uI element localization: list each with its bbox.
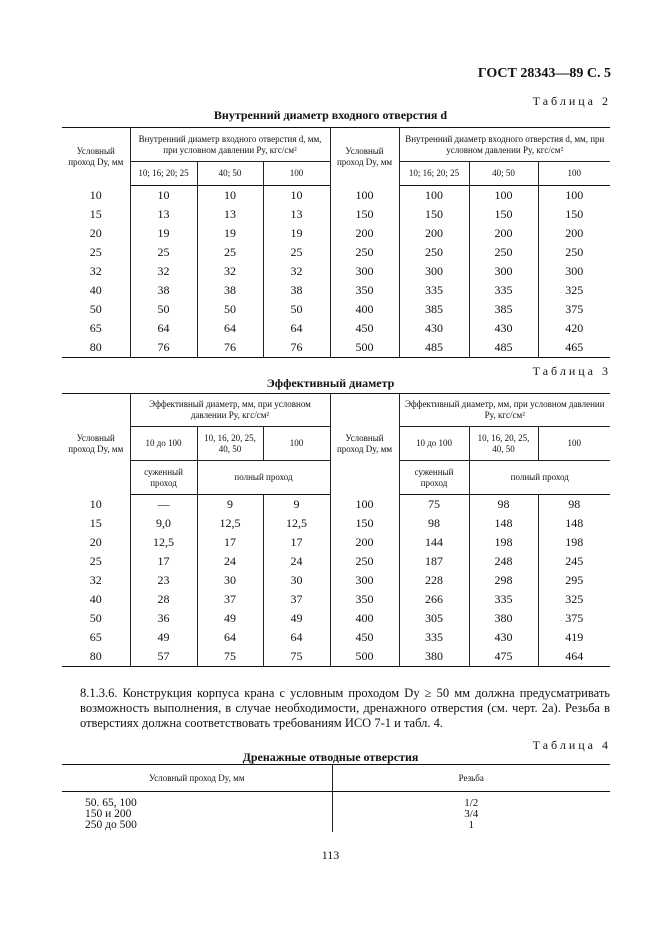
table3-cell: 380 <box>399 647 469 667</box>
table2-cell: 100 <box>469 186 538 206</box>
table2-pressure: 40; 50 <box>197 162 263 186</box>
table3-cell: 150 <box>330 514 399 533</box>
table2-cell: 200 <box>469 224 538 243</box>
table2-cell: 420 <box>538 319 610 338</box>
table4 <box>62 764 610 832</box>
document-header: ГОСТ 28343—89 С. 5 <box>477 66 611 81</box>
table2-col-dn-left: Условный проход Dy, мм <box>62 128 130 186</box>
table3-cell: 400 <box>330 609 399 628</box>
table3-cell: 25 <box>89 554 102 568</box>
table2-cell: 385 <box>469 300 538 319</box>
table2-cell: 250 <box>538 243 610 262</box>
table3-row <box>62 533 610 552</box>
table2-row <box>62 281 610 300</box>
table3-row <box>62 495 610 515</box>
table3-cell: 335 <box>469 590 538 609</box>
table2-cell: 25 <box>89 245 102 259</box>
table2-row <box>62 300 610 319</box>
table2-cell: 375 <box>538 300 610 319</box>
table2-cell: 13 <box>197 205 263 224</box>
table2-cell: 300 <box>469 262 538 281</box>
table4-size: 250 до 500 <box>85 819 137 831</box>
table2-cell: 32 <box>197 262 263 281</box>
table2-row <box>62 243 610 262</box>
table2-pressure: 40; 50 <box>469 162 538 186</box>
table2-cell: 19 <box>263 224 330 243</box>
table3-caption: Таблица 3 <box>532 364 611 378</box>
table3-cell: 375 <box>538 609 610 628</box>
table3-cell: 248 <box>469 552 538 571</box>
table2-cell: 10 <box>130 186 197 206</box>
table3-cell: 24 <box>263 552 330 571</box>
table3-cell: 419 <box>538 628 610 647</box>
table3-cell: 75 <box>263 647 330 667</box>
table3-cell: 10 <box>89 496 102 511</box>
table4-sizes-cell <box>62 792 332 833</box>
table3-cell: 37 <box>263 590 330 609</box>
table3-cell: 49 <box>197 609 263 628</box>
table2-cell: 200 <box>399 224 469 243</box>
table3-cell: 50 <box>89 611 102 625</box>
table2-cell: 20 <box>89 226 102 240</box>
table2-cell: 50 <box>197 300 263 319</box>
table2-cell: 300 <box>538 262 610 281</box>
table3-cell: 80 <box>62 647 130 667</box>
table3-pressure: 10, 16, 20, 25, 40, 50 <box>197 427 263 461</box>
table3-cell: 40 <box>89 592 102 606</box>
table3-cell: 98 <box>399 514 469 533</box>
table3-group-header-right: Эффективный диаметр, мм, при условном давлении Py, кгс/см² <box>399 394 610 427</box>
table3-cell: 144 <box>399 533 469 552</box>
table3-row <box>62 571 610 590</box>
table3-cell: 148 <box>538 514 610 533</box>
table3-row <box>62 609 610 628</box>
table2-cell: 65 <box>89 321 102 335</box>
table2-cell: 485 <box>469 338 538 358</box>
table3-pressure: 10 до 100 <box>130 427 197 461</box>
table3-cell: 15 <box>89 516 102 530</box>
table2-title: Внутренний диаметр входного отверстия d <box>213 108 448 122</box>
table2-cell: 430 <box>399 319 469 338</box>
table2-cell: 64 <box>197 319 263 338</box>
table2-cell: 100 <box>538 186 610 206</box>
table3-cell: 75 <box>197 647 263 667</box>
table2-cell: 325 <box>538 281 610 300</box>
table2-cell: 300 <box>330 262 399 281</box>
table2-cell: 465 <box>538 338 610 358</box>
table2-cell: 100 <box>330 186 399 206</box>
table3-cell: 30 <box>263 571 330 590</box>
table2-cell: 150 <box>330 205 399 224</box>
table3-cell: 98 <box>538 495 610 515</box>
table3-cell: 12,5 <box>130 533 197 552</box>
table2-cell: 76 <box>130 338 197 358</box>
table2-cell: 10 <box>263 186 330 206</box>
table2-pressure: 10; 16; 20; 25 <box>130 162 197 186</box>
table2-cell: 15 <box>89 207 102 221</box>
table3-cell: 57 <box>130 647 197 667</box>
table3-cell: 325 <box>538 590 610 609</box>
table2-cell: 250 <box>469 243 538 262</box>
table2-cell: 25 <box>263 243 330 262</box>
table3-col-dn-right: Условный проход Dy, мм <box>330 394 399 495</box>
table2-cell: 335 <box>399 281 469 300</box>
table3-cell: 148 <box>469 514 538 533</box>
table3-pressure: 10, 16, 20, 25, 40, 50 <box>469 427 538 461</box>
table3-cell: 198 <box>538 533 610 552</box>
table4-col-dn: Условный проход Dy, мм <box>62 765 332 792</box>
table2-cell: 10 <box>197 186 263 206</box>
table2-cell: 64 <box>263 319 330 338</box>
table3-cell: 100 <box>330 495 399 515</box>
table3-cell: 380 <box>469 609 538 628</box>
table2-col-dn-right: Условный проход Dy, мм <box>330 128 399 186</box>
table2-cell: 350 <box>330 281 399 300</box>
table2-cell: 38 <box>130 281 197 300</box>
table3-cell: 430 <box>469 628 538 647</box>
paragraph-8-1-3-6: 8.1.3.6. Конструкция корпуса крана с условным проходом Dy ≥ 50 мм должна предусматривать возможность выполнения, в случае необходимости, дренажного отверстия (см. черт. 2а). Резьба в отверстиях должна соответствовать требованиям ИСО 7-1 и табл. 4. <box>80 686 610 730</box>
table2-pressure: 10; 16; 20; 25 <box>399 162 469 186</box>
table3-row <box>62 590 610 609</box>
table3-group-header-left: Эффективный диаметр, мм, при условном давлении Py, кгс/см² <box>130 394 330 427</box>
table3-cell: 187 <box>399 552 469 571</box>
table3-cell: 24 <box>197 552 263 571</box>
table2-cell: 50 <box>89 302 102 316</box>
table3-cell: 305 <box>399 609 469 628</box>
page-number: 113 <box>321 848 340 862</box>
table2-cell: 250 <box>399 243 469 262</box>
table2-cell: 19 <box>130 224 197 243</box>
table4-threads-cell <box>332 792 610 833</box>
table3-cell: 98 <box>469 495 538 515</box>
table2-cell: 400 <box>330 300 399 319</box>
table2-cell: 25 <box>197 243 263 262</box>
table2-cell: 430 <box>469 319 538 338</box>
table2-row <box>62 338 610 358</box>
table3-cell: 17 <box>130 552 197 571</box>
table3-cell: 30 <box>197 571 263 590</box>
table2-cell: 485 <box>399 338 469 358</box>
table3-col-dn-left: Условный проход Dy, мм <box>62 394 130 495</box>
table2-cell: 25 <box>130 243 197 262</box>
table3-cell: 49 <box>130 628 197 647</box>
table3-cell: 17 <box>263 533 330 552</box>
table2 <box>62 127 610 358</box>
table3-cell: 266 <box>399 590 469 609</box>
table2-row <box>62 224 610 243</box>
table2-cell: 450 <box>330 319 399 338</box>
table2-cell: 76 <box>197 338 263 358</box>
table2-cell: 100 <box>399 186 469 206</box>
table3-full-passage: полный проход <box>197 461 330 495</box>
table3-row <box>62 514 610 533</box>
table4-title: Дренажные отводные отверстия <box>242 750 419 764</box>
table4-thread: 1 <box>468 819 474 831</box>
table2-row <box>62 319 610 338</box>
table3-row <box>62 552 610 571</box>
table3-pressure: 10 до 100 <box>399 427 469 461</box>
table2-cell: 300 <box>399 262 469 281</box>
table3-cell: 300 <box>330 571 399 590</box>
table2-group-header-right: Внутренний диаметр входного отверстия d, мм, при условном давлении Py, кгс/см² <box>399 128 610 162</box>
table4-col-thread: Резьба <box>332 765 610 792</box>
table2-cell: 40 <box>89 283 102 297</box>
table2-cell: 200 <box>330 224 399 243</box>
table3-narrow-passage: суженный проход <box>130 461 197 495</box>
table2-cell: 385 <box>399 300 469 319</box>
table3-cell: 198 <box>469 533 538 552</box>
table3-narrow-passage: суженный проход <box>399 461 469 495</box>
table2-row <box>62 262 610 281</box>
table2-cell: 64 <box>130 319 197 338</box>
table3-cell: 500 <box>330 647 399 667</box>
table2-cell: 10 <box>89 187 102 202</box>
table3-cell: 475 <box>469 647 538 667</box>
table3-pressure: 100 <box>263 427 330 461</box>
table3-cell: 464 <box>538 647 610 667</box>
table4-thread: 3/4 <box>464 808 479 820</box>
table3-cell: 245 <box>538 552 610 571</box>
table2-cell: 250 <box>330 243 399 262</box>
table2-cell: 76 <box>263 338 330 358</box>
table2-cell: 500 <box>330 338 399 358</box>
table3-cell: 12,5 <box>263 514 330 533</box>
table2-caption: Таблица 2 <box>532 94 611 108</box>
table4-caption: Таблица 4 <box>532 738 611 752</box>
table2-cell: 200 <box>538 224 610 243</box>
table3-row <box>62 647 610 667</box>
table3-row <box>62 628 610 647</box>
table3-cell: 64 <box>197 628 263 647</box>
table2-cell: 80 <box>62 338 130 358</box>
table2-cell: 13 <box>263 205 330 224</box>
table2-cell: 32 <box>130 262 197 281</box>
table3-cell: 17 <box>197 533 263 552</box>
table2-group-header-left: Внутренний диаметр входного отверстия d, мм, при условном давлении Py, кгс/см² <box>130 128 330 162</box>
table2-cell: 32 <box>89 264 102 278</box>
table2-cell: 19 <box>197 224 263 243</box>
table3-cell: 200 <box>330 533 399 552</box>
table3 <box>62 393 610 667</box>
table3-cell: 9,0 <box>130 514 197 533</box>
table3-title: Эффективный диаметр <box>266 376 395 390</box>
table3-cell: 12,5 <box>197 514 263 533</box>
table3-cell: 28 <box>130 590 197 609</box>
table2-row <box>62 205 610 224</box>
table3-cell: 450 <box>330 628 399 647</box>
table3-cell: 64 <box>263 628 330 647</box>
table3-cell: — <box>130 495 197 515</box>
table4-size: 150 и 200 <box>85 808 132 820</box>
table2-cell: 150 <box>538 205 610 224</box>
table3-cell: 37 <box>197 590 263 609</box>
table3-cell: 350 <box>330 590 399 609</box>
table3-cell: 75 <box>399 495 469 515</box>
table2-cell: 50 <box>130 300 197 319</box>
table2-cell: 13 <box>130 205 197 224</box>
table2-cell: 150 <box>399 205 469 224</box>
table3-cell: 20 <box>89 535 102 549</box>
table2-cell: 335 <box>469 281 538 300</box>
table3-pressure: 100 <box>538 427 610 461</box>
table2-cell: 38 <box>197 281 263 300</box>
table4-thread: 1/2 <box>464 797 479 809</box>
table3-full-passage: полный проход <box>469 461 610 495</box>
table2-pressure: 100 <box>263 162 330 186</box>
table2-row <box>62 186 610 206</box>
table3-cell: 23 <box>130 571 197 590</box>
table3-cell: 36 <box>130 609 197 628</box>
table3-cell: 9 <box>197 495 263 515</box>
table3-cell: 335 <box>399 628 469 647</box>
table4-size: 50. 65, 100 <box>85 797 137 809</box>
table3-cell: 228 <box>399 571 469 590</box>
table3-cell: 32 <box>89 573 102 587</box>
table2-cell: 32 <box>263 262 330 281</box>
table2-cell: 50 <box>263 300 330 319</box>
table2-cell: 150 <box>469 205 538 224</box>
table2-pressure: 100 <box>538 162 610 186</box>
table3-cell: 49 <box>263 609 330 628</box>
table3-cell: 295 <box>538 571 610 590</box>
table2-cell: 38 <box>263 281 330 300</box>
table3-cell: 298 <box>469 571 538 590</box>
table3-cell: 9 <box>263 495 330 515</box>
table3-cell: 65 <box>89 630 102 644</box>
table3-cell: 250 <box>330 552 399 571</box>
